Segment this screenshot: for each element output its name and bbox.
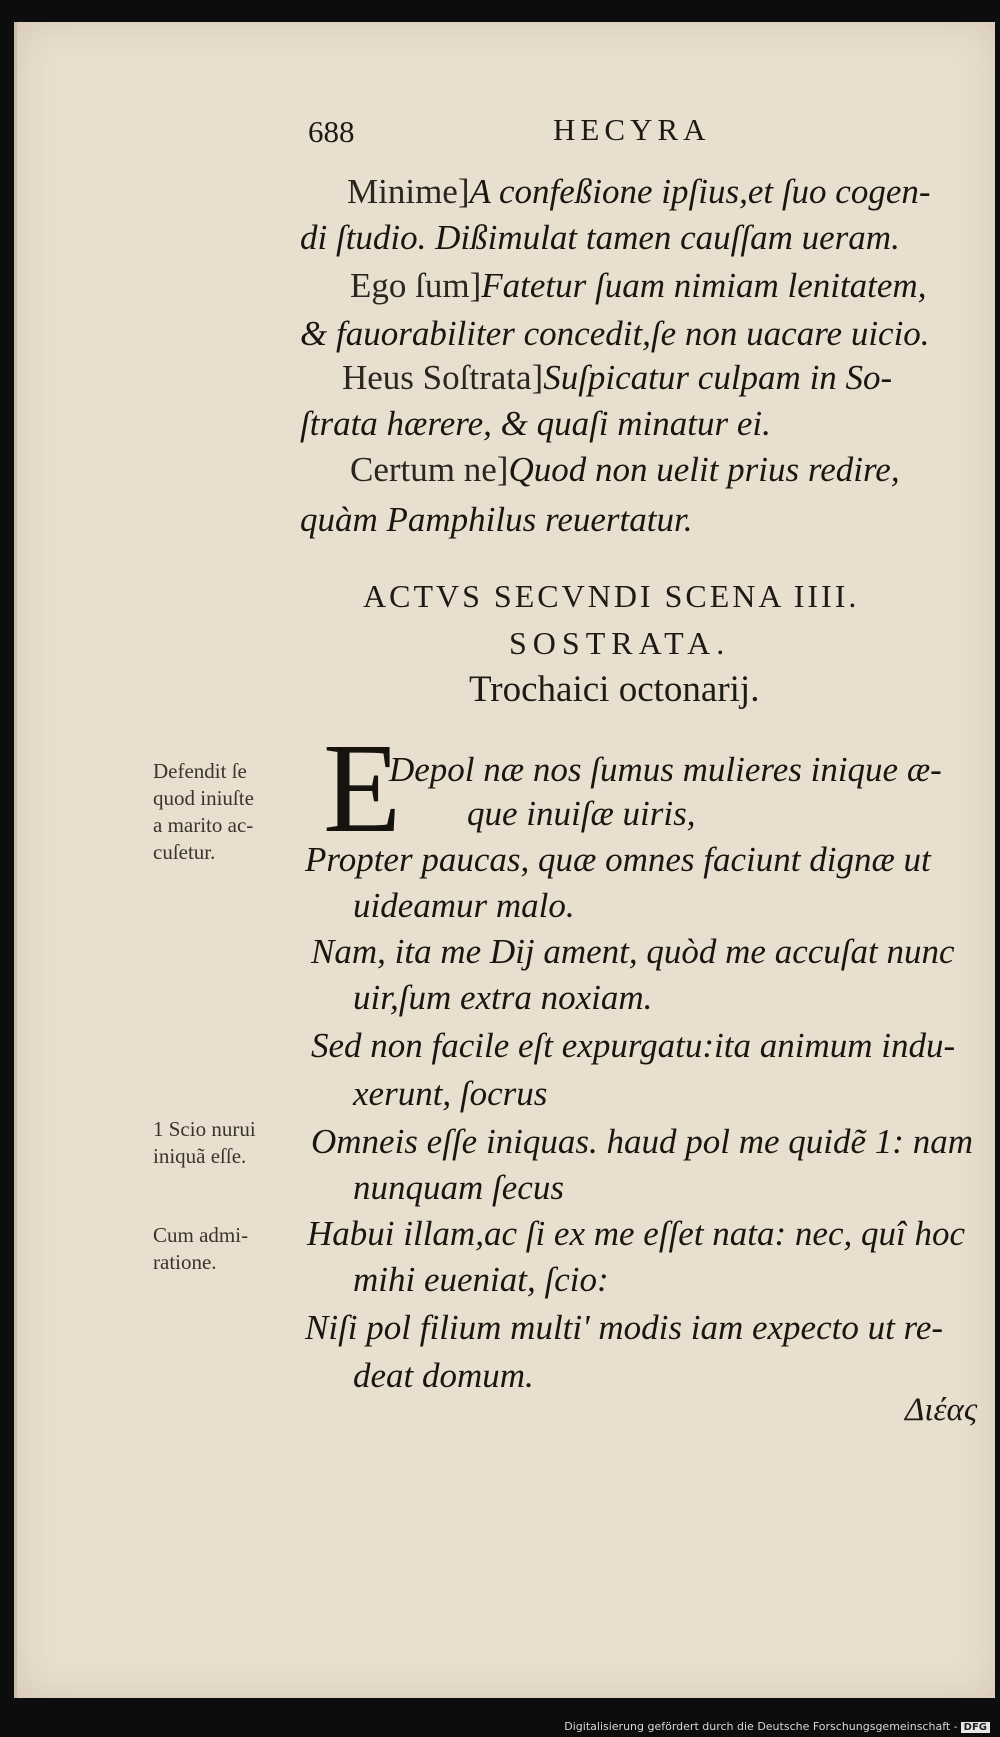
act-heading: ACTVS SECVNDI SCENA IIII.	[363, 578, 860, 614]
margin-note-line: ratione.	[153, 1250, 217, 1274]
verse-line: deat domum.	[353, 1356, 534, 1395]
commentary-text: Quod non uelit prius redire,	[508, 450, 900, 489]
verse-line: Depol næ nos ſumus mulieres inique æ-	[389, 750, 942, 789]
character-name: SOSTRATA.	[509, 625, 731, 661]
margin-note-line: cuſetur.	[153, 840, 216, 864]
commentary-line	[300, 218, 900, 258]
margin-note	[153, 1116, 256, 1170]
meter-label: Trochaici octonarij.	[469, 669, 760, 710]
margin-note-line: Defendit ſe	[153, 759, 247, 783]
commentary-lemma: Certum ne]	[350, 450, 509, 489]
verse-line: que inuiſæ uiris,	[467, 794, 696, 833]
verse-line: mihi eueniat, ſcio:	[353, 1260, 609, 1299]
commentary-text: Fatetur ſuam nimiam lenitatem,	[481, 266, 927, 305]
drop-cap: E	[323, 717, 402, 859]
book-page	[14, 22, 995, 1698]
margin-note-line: Cum admi-	[153, 1223, 249, 1247]
margin-note-line: iniquã eſſe.	[153, 1144, 247, 1168]
margin-note-line: 1 Scio nurui	[153, 1117, 256, 1141]
commentary-lemma: Heus Soſtrata]	[342, 358, 544, 397]
margin-note-line: quod iniuſte	[153, 786, 254, 810]
running-title: HECYRA	[553, 112, 711, 147]
verse-line: Nam, ita me Dij ament, quòd me accuſat nunc	[311, 932, 955, 971]
commentary-line	[300, 314, 930, 354]
margin-note-line: a marito ac-	[153, 813, 254, 837]
verse-line: Sed non facile eſt expurgatu:ita animum indu-	[311, 1026, 956, 1065]
commentary-lemma: Ego ſum]	[350, 266, 482, 305]
credit-text: Digitalisierung gefördert durch die Deutsche Forschungsgemeinschaft -	[564, 1720, 958, 1733]
verse-line: Propter paucas, quæ omnes faciunt dignæ ut	[305, 840, 931, 879]
verse-line: Habui illam,ac ſi ex me eſſet nata: nec, quî hoc	[307, 1214, 966, 1253]
verse-line: uir,ſum extra noxiam.	[353, 978, 653, 1017]
commentary-line	[300, 404, 771, 444]
commentary-text: ſtrata hærere, & quaſi minatur ei.	[300, 404, 771, 443]
commentary-lemma: Minime]	[347, 172, 470, 211]
commentary-line	[300, 500, 692, 540]
commentary-text: Suſpicatur culpam in So-	[543, 358, 893, 397]
verse-line: Niſi pol filium multi' modis iam expecto ut re-	[305, 1308, 944, 1347]
catchword: Διέας	[905, 1392, 978, 1428]
commentary-text: & fauorabiliter concedit,ſe non uacare uicio.	[300, 314, 930, 353]
commentary-line	[350, 266, 926, 306]
verse-line: Omneis eſſe iniquas. haud pol me quidẽ 1: nam	[311, 1122, 973, 1161]
margin-note	[153, 1222, 248, 1276]
digitization-credit	[564, 1720, 990, 1733]
commentary-line	[342, 358, 892, 398]
commentary-text: quàm Pamphilus reuertatur.	[300, 500, 693, 539]
verse-line: nunquam ſecus	[353, 1168, 564, 1207]
commentary-text: A confeßione ipſius,et ſuo cogen-	[469, 172, 931, 211]
page-number: 688	[308, 114, 355, 149]
margin-note	[153, 758, 254, 866]
commentary-text: di ſtudio. Dißimulat tamen cauſſam ueram.	[300, 218, 900, 257]
verse-line: uideamur malo.	[353, 886, 575, 925]
verse-line: xerunt, ſocrus	[353, 1074, 548, 1113]
commentary-line	[350, 450, 900, 490]
commentary-line	[347, 172, 931, 212]
dfg-logo: DFG	[961, 1722, 990, 1733]
